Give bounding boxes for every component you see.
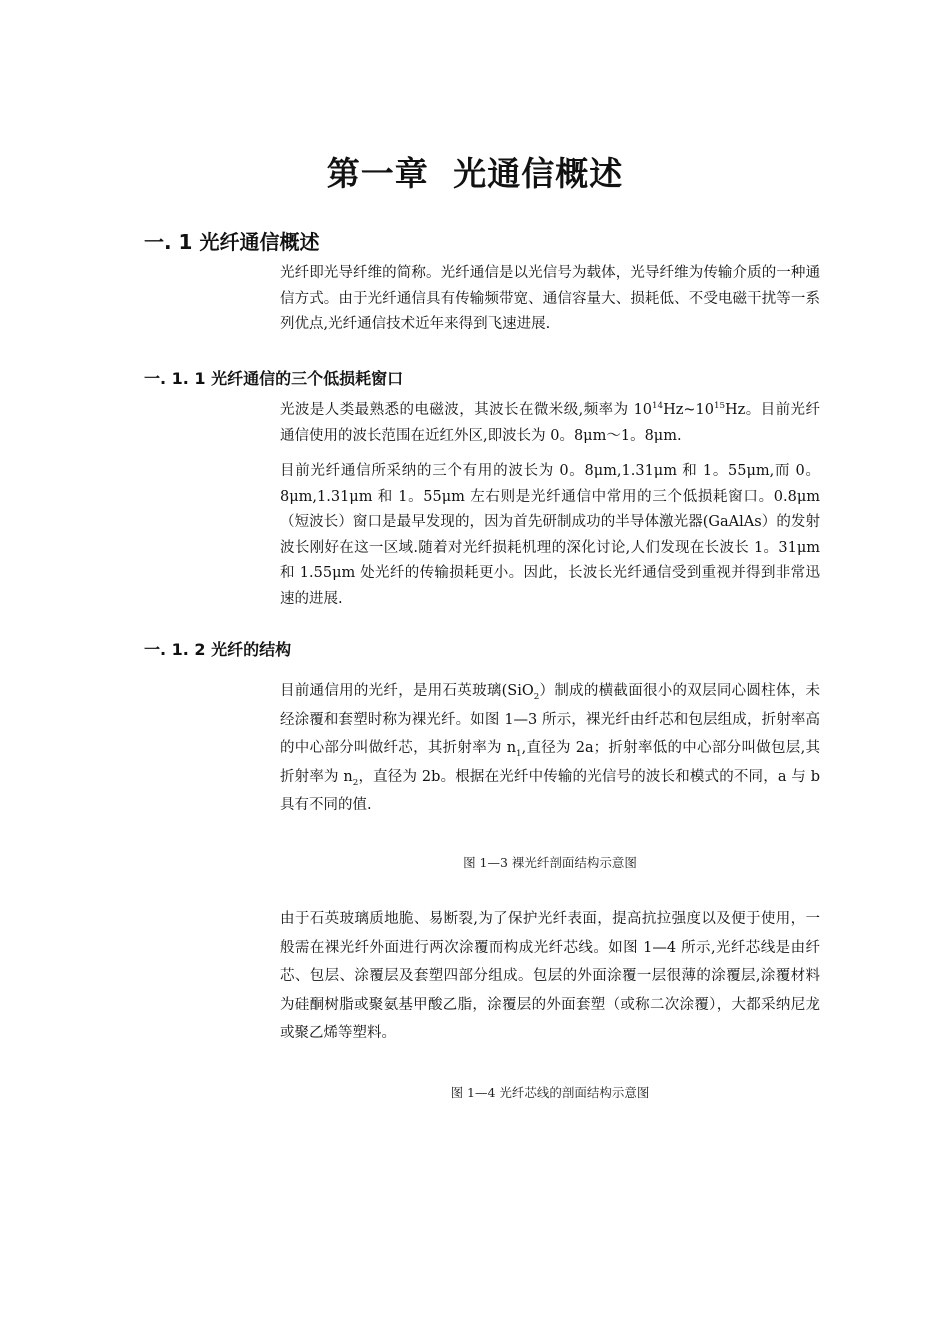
figure-caption-1-3: 图 1—3 裸光纤剖面结构示意图	[463, 855, 637, 870]
subscript-n2: 2	[352, 777, 359, 788]
paragraph-intro: 光纤即光导纤维的简称。光纤通信是以光信号为载体，光导纤维为传输介质的一种通信方式。由于光纤通信具有传输频带宽、通信容量大、损耗低、不受电磁干扰等一系列优点,光纤通信技术近年来得到飞速进展.	[280, 265, 820, 332]
paragraph-wavelength-text-b: Hz~10	[663, 402, 714, 418]
paragraph-bare-fiber-text-a: 目前通信用的光纤，是用石英玻璃(SiO	[280, 683, 534, 699]
paragraph-bare-fiber-text-b: ）制成的横截面很小的双层同心圆柱体，未经涂覆和套塑时称为裸光纤。如图 1—3 所示，裸光纤由纤芯和包层组成，折射率高的中心部分叫做纤芯，其折射率为 n	[280, 683, 821, 756]
paragraph-fiber-core-line: 由于石英玻璃质地脆、易断裂,为了保护光纤表面，提高抗拉强度以及便于使用，一般需在裸光纤外面进行两次涂覆而构成光纤芯线。如图 1—4 所示,光纤芯线是由纤芯、包层、涂覆层及套塑四部分组成。包层的外面涂覆一层很薄的涂覆层,涂覆材料为硅酮树脂或聚氨基甲酸乙脂，涂覆层的外面套塑（或称二次涂覆），大都采纳尼龙或聚乙烯等塑料。	[280, 911, 820, 1041]
superscript-15: 15	[713, 401, 726, 412]
paragraph-wavelength-text-a: 光波是人类最熟悉的电磁波，其波长在微米级,频率为 10	[280, 402, 653, 418]
subscript-n1: 1	[516, 748, 522, 759]
paragraph-wavelength-text-c: Hz。目前光纤通信使用的波长范围在近红外区,即波长为 0。8μm～1。8μm.	[280, 402, 820, 444]
subscript-2: 2	[533, 691, 540, 702]
chapter-title: 第一章 光通信概述	[326, 154, 624, 193]
subsection-heading-fiber-structure: 一. 1. 2 光纤的结构	[144, 640, 292, 659]
paragraph-bare-fiber-text-c: ,直径为 2a；折射率低的中心部分叫做包层,其折射率为 n	[280, 740, 820, 785]
paragraph-bare-fiber-text-d: ，直径为 2b。根据在光纤中传输的光信号的波长和模式的不同，a 与 b 具有不同的值.	[280, 768, 820, 813]
section-heading: 一. 1 光纤通信概述	[144, 230, 320, 254]
superscript-14: 14	[652, 401, 664, 412]
paragraph-bare-fiber	[280, 677, 820, 820]
paragraph-wavelength	[280, 398, 820, 449]
paragraph-windows: 目前光纤通信所采纳的三个有用的波长为 0。8μm,1.31μm 和 1。55μm,而 0。8μm,1.31μm 和 1。55μm 左右则是光纤通信中常用的三个低损耗窗口。0.8μm（短波长）窗口是最早发现的，因为首先研制成功的半导体激光器(GaAlAs）的发射波长刚好在这一区域.随着对光纤损耗机理的深化讨论,人们发现在长波长 1。31μm 和 1.55μm 处光纤的传输损耗更小。因此，长波长光纤通信受到重视并得到非常迅速的进展.	[280, 463, 820, 607]
figure-caption-1-4: 图 1—4 光纤芯线的剖面结构示意图	[450, 1085, 650, 1100]
subsection-heading-low-loss-windows: 一. 1. 1 光纤通信的三个低损耗窗口	[144, 369, 404, 388]
